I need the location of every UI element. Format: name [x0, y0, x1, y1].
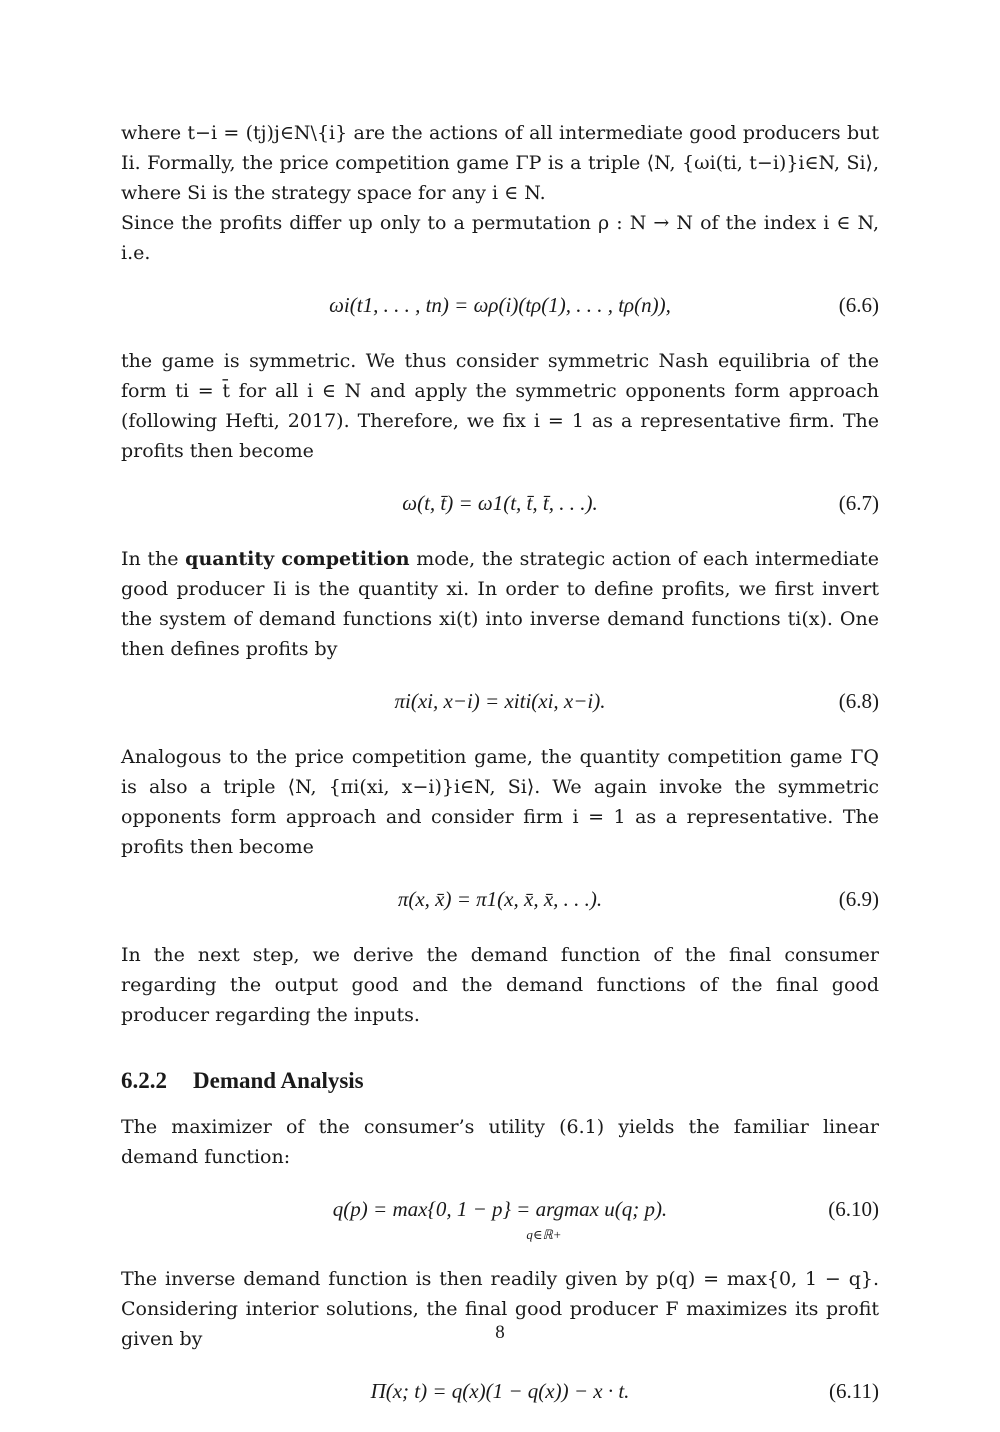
equation-6-6 — [121, 290, 879, 320]
equation-6-11 — [121, 1376, 879, 1406]
equation-6-10-subscript: q∈ℝ+ — [526, 1227, 562, 1242]
paragraph-4-post: mode, the strategic action of each intermediate good producer Ii is the quantity xi. In order to define profits, we first invert the system of demand functions xi(t) into inverse demand functions ti(x). One then defines profits by — [121, 548, 879, 660]
equation-6-9 — [121, 884, 879, 914]
page-body — [121, 118, 879, 1432]
paragraph-2: Since the profits differ up only to a permutation ρ : N → N of the index i ∈ N, i.e. — [121, 212, 879, 264]
equation-6-9-expr: π(x, x̄) = π1(x, x̄, x̄, . . .). — [397, 887, 603, 911]
equation-6-7-number: (6.7) — [838, 491, 879, 515]
equation-6-8-expr: πi(xi, x−i) = xiti(xi, x−i). — [394, 689, 606, 713]
paragraph-8: The inverse demand function is then readily given by p(q) = max{0, 1 − q}. Considering interior solutions, the final good producer F maximizes its profit given by — [121, 1268, 879, 1350]
paragraph-6: In the next step, we derive the demand function of the final consumer regarding the output good and the demand functions of the final good producer regarding the inputs. — [121, 944, 879, 1026]
equation-6-11-number: (6.11) — [829, 1379, 879, 1403]
section-title: Demand Analysis — [193, 1068, 364, 1093]
equation-6-7-expr: ω(t, t̄) = ω1(t, t̄, t̄, . . .). — [402, 491, 598, 515]
equation-6-7 — [121, 488, 879, 518]
equation-6-10 — [121, 1194, 879, 1242]
equation-6-9-number: (6.9) — [838, 887, 879, 911]
paragraph-1: where t−i = (tj)j∈N\{i} are the actions of all intermediate good producers but Ii. Formally, the price competition game ΓP is a triple ⟨N, {ωi(ti, t−i)}i∈N, Si⟩, where Si is the strategy space for any i ∈ N. — [121, 122, 879, 204]
equation-6-10-number: (6.10) — [828, 1197, 879, 1221]
section-number: 6.2.2 — [121, 1068, 167, 1093]
paragraph-4-pre: In the — [121, 548, 179, 570]
equation-6-8 — [121, 686, 879, 716]
equation-6-10-expr: q(p) = max{0, 1 − p} = argmax u(q; p). — [332, 1197, 668, 1221]
paragraph-7: The maximizer of the consumer’s utility (6.1) yields the familiar linear demand function: — [121, 1116, 879, 1168]
equation-6-11-expr: Π(x; t) = q(x)(1 − q(x)) − x · t. — [370, 1379, 630, 1403]
paragraph-5: Analogous to the price competition game, the quantity competition game ΓQ is also a triple ⟨N, {πi(xi, x−i)}i∈N, Si⟩. We again invoke the symmetric opponents form approach and consider firm i = 1 as a representative. The profits then become — [121, 746, 879, 858]
equation-6-6-expr: ωi(t1, . . . , tn) = ωρ(i)(tρ(1), . . . , tρ(n)), — [329, 293, 671, 317]
equation-6-6-number: (6.6) — [838, 293, 879, 317]
paragraph-4 — [121, 544, 879, 664]
page-number: 8 — [495, 1322, 505, 1343]
equation-6-8-number: (6.8) — [838, 689, 879, 713]
paragraph-4-bold: quantity competition — [185, 548, 410, 570]
paragraph-3: the game is symmetric. We thus consider symmetric Nash equilibria of the form ti = t̄ for all i ∈ N and apply the symmetric opponents form approach (following Hefti, 2017). Therefore, we fix i = 1 as a representative firm. The profits then become — [121, 350, 879, 462]
section-heading — [121, 1066, 879, 1096]
